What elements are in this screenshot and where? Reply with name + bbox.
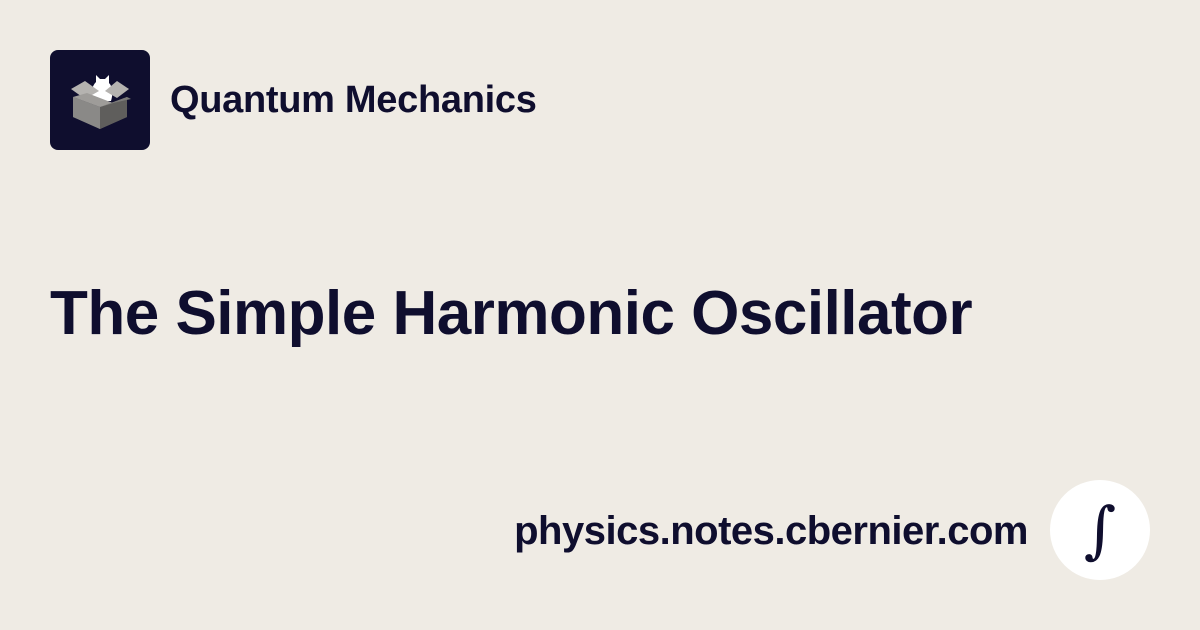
integral-icon: ∫ [1050,480,1150,580]
brand-name[interactable]: Quantum Mechanics [170,79,537,121]
site-url[interactable]: physics.notes.cbernier.com [514,509,1028,553]
cat-in-box-graphic [65,65,135,135]
page-title: The Simple Harmonic Oscillator [50,279,973,348]
cat-in-box-icon [50,50,150,150]
